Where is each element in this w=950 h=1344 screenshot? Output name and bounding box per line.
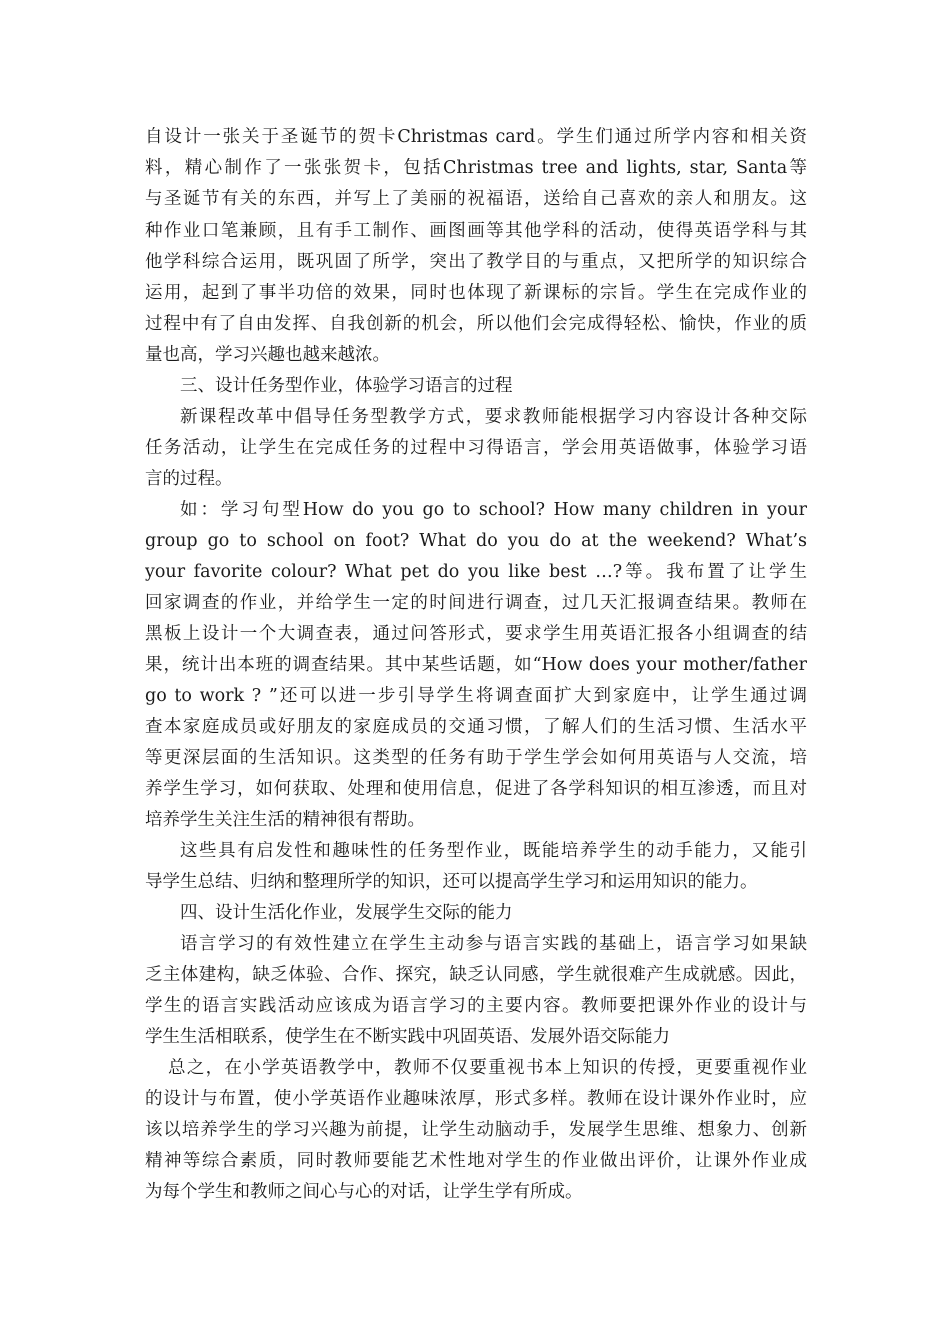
body-text-line: 这些具有启发性和趣味性的任务型作业，既能培养学生的动手能力，又能引 (180, 841, 807, 861)
body-text-line: 学生生活相联系，使学生在不断实践中巩固英语、发展外语交际能力 (145, 1027, 670, 1047)
body-text-line: 养学生学习，如何获取、处理和使用信息，促进了各学科知识的相互渗透，而且对 (145, 779, 807, 799)
body-text-line: 自设计一张关于圣诞节的贺卡Christmas card。学生们通过所学内容和相关资 (145, 127, 807, 147)
body-text-line: 回家调查的作业，并给学生一定的时间进行调查，过几天汇报调查结果。教师在 (145, 593, 807, 613)
body-text-line: 量也高，学习兴趣也越来越浓。 (145, 345, 390, 365)
body-text-line: 过程中有了自由发挥、自我创新的机会，所以他们会完成得轻松、愉快，作业的质 (145, 314, 807, 334)
body-text-line: 查本家庭成员或好朋友的家庭成员的交通习惯，了解人们的生活习惯、生活水平 (145, 717, 807, 737)
body-text-line: 运用，起到了事半功倍的效果，同时也体现了新课标的宗旨。学生在完成作业的 (145, 283, 807, 303)
body-text-line: group go to school on foot? What do you do at the weekend? What’s (145, 531, 807, 551)
body-text-line: 培养学生关注生活的精神很有帮助。 (145, 810, 425, 830)
body-text-line: 言的过程。 (145, 469, 233, 489)
section-heading: 四、设计生活化作业，发展学生交际的能力 (180, 903, 513, 923)
body-text-line: go to work ? ”还可以进一步引导学生将调查面扩大到家庭中，让学生通过调 (145, 686, 807, 706)
body-text-line: 黑板上设计一个大调查表，通过问答形式，要求学生用英语汇报各小组调查的结 (145, 624, 807, 644)
body-text-line: 果，统计出本班的调查结果。其中某些话题，如“How does your mother/father (145, 655, 807, 675)
body-text-line: 该以培养学生的学习兴趣为前提，让学生动脑动手，发展学生思维、想象力、创新 (145, 1120, 807, 1140)
body-text-line: 他学科综合运用，既巩固了所学，突出了教学目的与重点，又把所学的知识综合 (145, 252, 807, 272)
body-text-line: 的设计与布置，使小学英语作业趣味浓厚，形式多样。教师在设计课外作业时，应 (145, 1089, 807, 1109)
body-text-line: 学生的语言实践活动应该成为语言学习的主要内容。教师要把课外作业的设计与 (145, 996, 807, 1016)
body-text-line: 等更深层面的生活知识。这类型的任务有助于学生学会如何用英语与人交流，培 (145, 748, 807, 768)
body-text-line: your favorite colour? What pet do you like best …?等。我布置了让学生 (145, 562, 807, 582)
body-text-line: 为每个学生和教师之间心与心的对话，让学生学有所成。 (145, 1182, 583, 1202)
body-text-line: 语言学习的有效性建立在学生主动参与语言实践的基础上，语言学习如果缺 (180, 934, 807, 954)
body-text-line: 如：学习句型How do you go to school? How many children in your (180, 500, 807, 520)
body-text-line: 新课程改革中倡导任务型教学方式，要求教师能根据学习内容设计各种交际 (180, 407, 807, 427)
body-text-line: 料，精心制作了一张张贺卡，包括Christmas tree and lights, star, Santa等 (145, 158, 807, 178)
body-text-line: 种作业口笔兼顾，且有手工制作、画图画等其他学科的活动，使得英语学科与其 (145, 221, 807, 241)
section-heading: 三、设计任务型作业，体验学习语言的过程 (180, 376, 513, 396)
body-text-line: 导学生总结、归纳和整理所学的知识，还可以提高学生学习和运用知识的能力。 (145, 872, 758, 892)
body-text-line: 与圣诞节有关的东西，并写上了美丽的祝福语，送给自己喜欢的亲人和朋友。这 (145, 189, 807, 209)
body-text-line: 精神等综合素质，同时教师要能艺术性地对学生的作业做出评价，让课外作业成 (145, 1151, 807, 1171)
body-text-line: 总之，在小学英语教学中，教师不仅要重视书本上知识的传授，更要重视作业 (168, 1058, 807, 1078)
body-text-line: 乏主体建构，缺乏体验、合作、探究，缺乏认同感，学生就很难产生成就感。因此， (145, 965, 807, 985)
body-text-line: 任务活动，让学生在完成任务的过程中习得语言，学会用英语做事，体验学习语 (145, 438, 807, 458)
